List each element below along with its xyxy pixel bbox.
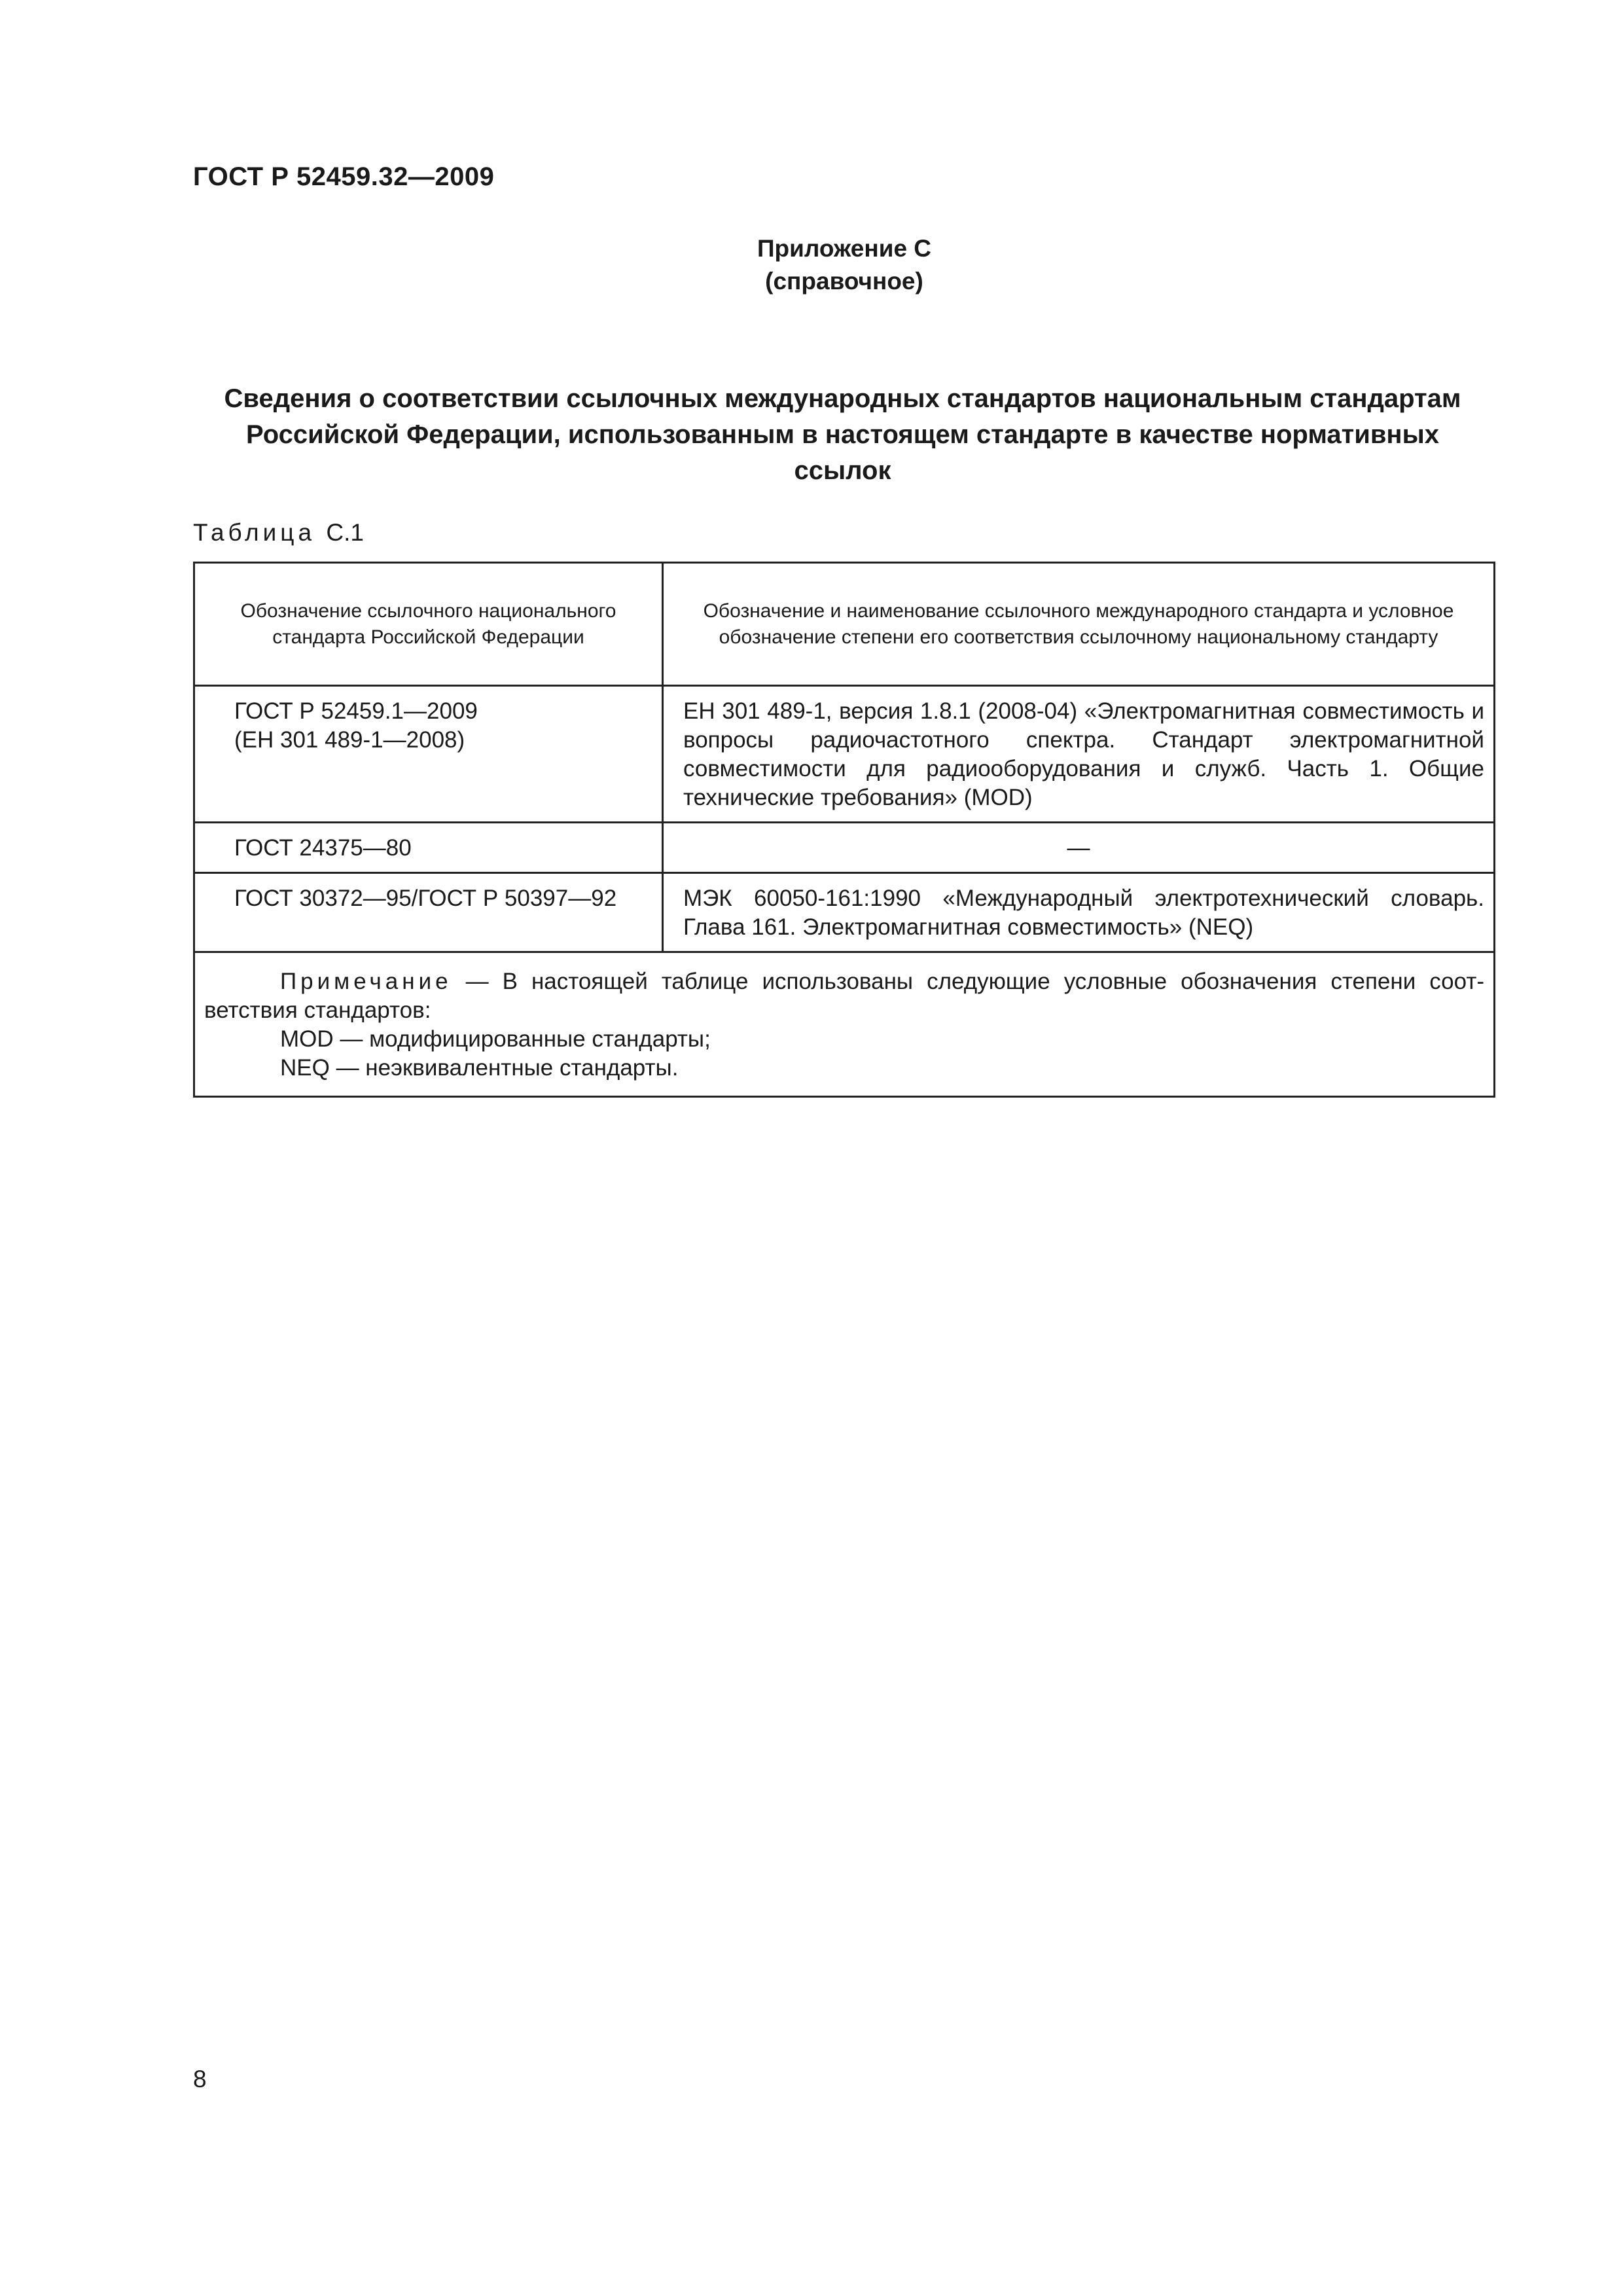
- table-caption: [193, 519, 364, 547]
- heading-line-3: ссылок: [794, 456, 891, 485]
- table-row: [194, 873, 1495, 952]
- note-item-neq: NEQ — неэквивалентные стандарты.: [280, 1055, 679, 1081]
- table-header-row: [194, 563, 1495, 686]
- note-intro: [204, 967, 1484, 1025]
- note-text: — В настоящей таблице использованы следующие условные обозначения степени соответствия стандартов:: [204, 969, 1484, 1023]
- note-label: Примечание: [280, 969, 452, 994]
- table-caption-word: Таблица: [193, 519, 316, 546]
- national-standard-code: ГОСТ 24375—80: [234, 835, 412, 861]
- document-code: ГОСТ Р 52459.32—2009: [193, 162, 495, 191]
- annex-title: Приложение С: [757, 235, 932, 262]
- reference-table: [193, 562, 1495, 1098]
- table-note-row: [194, 952, 1495, 1097]
- table-row: [194, 686, 1495, 823]
- international-standard-cell: —: [663, 823, 1495, 873]
- national-standard-cell: [194, 873, 663, 952]
- table-row: [194, 823, 1495, 873]
- international-standard-cell: ЕН 301 489-1, версия 1.8.1 (2008-04) «Электромагнитная совместимость и вопросы радиочастотного спектра. Стандарт электромагнитной совместимости для радиооборудования и служб. Часть 1. Общие технические требования» (MOD): [663, 686, 1495, 823]
- annex-type: (справочное): [765, 268, 923, 295]
- header-international-standard: Обозначение и наименование ссылочного международного стандарта и условное обозначение степени его соответствия ссылочному национальному стандарту: [663, 563, 1495, 686]
- annex-block: [0, 232, 1623, 298]
- national-standard-code: ГОСТ 30372—95/ГОСТ Р 50397—92: [234, 886, 617, 911]
- table-caption-number: С.1: [326, 519, 364, 546]
- national-standard-code: ГОСТ Р 52459.1—2009: [234, 698, 478, 724]
- table-note: [194, 952, 1495, 1097]
- international-standard-cell: МЭК 60050-161:1990 «Международный электротехнический словарь. Глава 161. Электромагнитная совместимость» (NEQ): [663, 873, 1495, 952]
- national-standard-cell: [194, 686, 663, 823]
- section-heading: [193, 381, 1492, 489]
- note-item-mod: MOD — модифицированные стандарты;: [280, 1026, 711, 1052]
- national-standard-equivalent: (ЕН 301 489-1—2008): [234, 727, 465, 753]
- heading-line-1: Сведения о соответствии ссылочных международных стандартов национальным стандартам: [224, 384, 1461, 413]
- page-number: 8: [193, 2066, 207, 2092]
- national-standard-cell: [194, 823, 663, 873]
- header-national-standard: Обозначение ссылочного национального стандарта Российской Федерации: [194, 563, 663, 686]
- heading-line-2: Российской Федерации, использованным в настоящем стандарте в качестве нормативных: [246, 420, 1439, 449]
